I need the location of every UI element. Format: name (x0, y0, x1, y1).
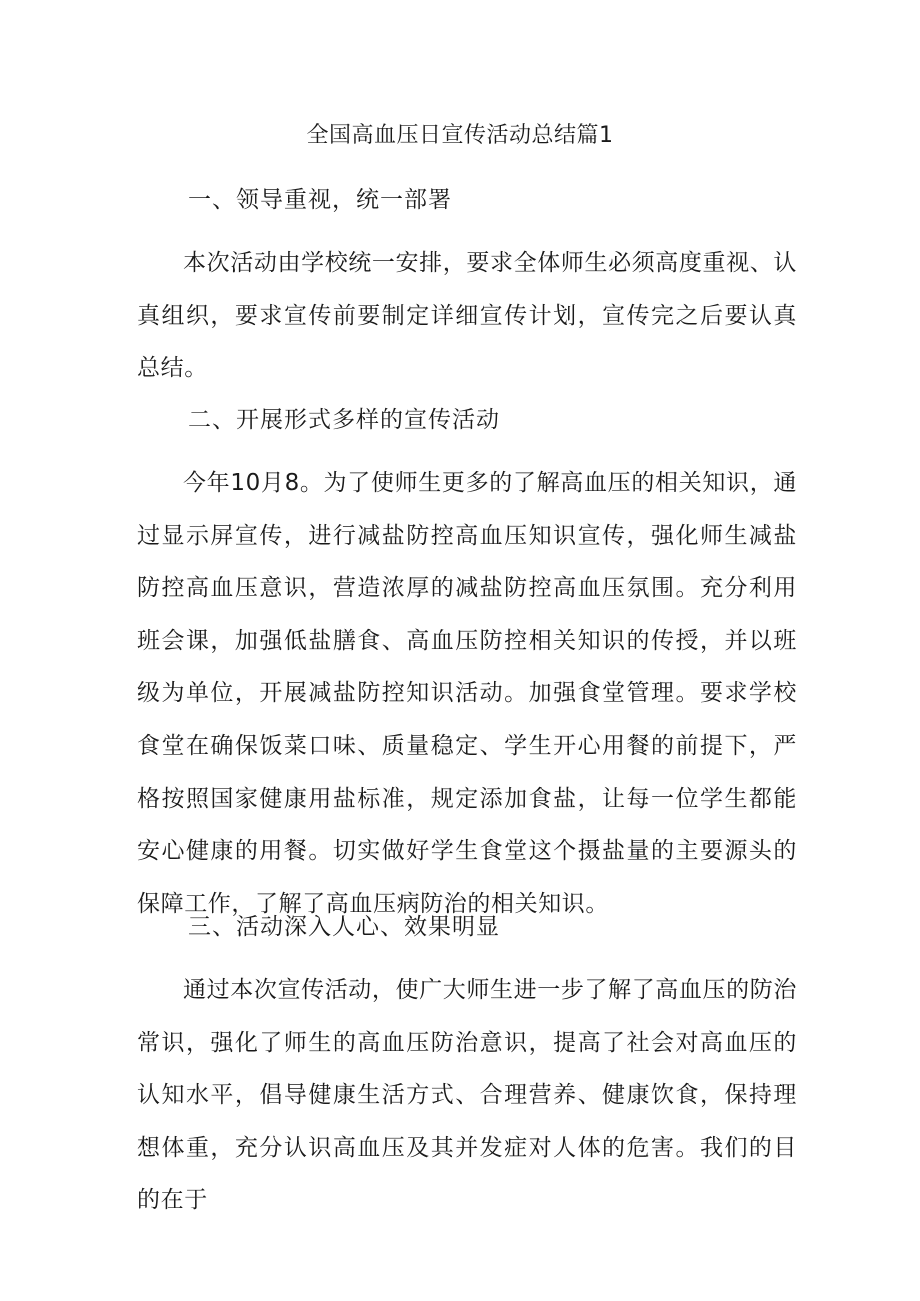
section-heading-3: 三、活动深入人心、效果明显 (188, 914, 500, 940)
section-paragraph-1: 本次活动由学校统一安排，要求全体师生必须高度重视、认真组织，要求宣传前要制定详细宣传计划，宣传完之后要认真总结。 (137, 250, 797, 382)
section-heading-2: 二、开展形式多样的宣传活动 (188, 407, 500, 433)
section-paragraph-2: 今年10月8。为了使师生更多的了解高血压的相关知识，通过显示屏宣传，进行减盐防控高血压知识宣传，强化师生减盐防控高血压意识，营造浓厚的减盐防控高血压氛围。充分利用班会课，加强低盐膳食、高血压防控相关知识的传授，并以班级为单位，开展减盐防控知识活动。加强食堂管理。要求学校食堂在确保饭菜口味、质量稳定、学生开心用餐的前提下，严格按照国家健康用盐标准，规定添加食盐，让每一位学生都能安心健康的用餐。切实做好学生食堂这个摄盐量的主要源头的保障工作，了解了高血压病防治的相关知识。 (137, 470, 797, 917)
section-heading-1: 一、领导重视，统一部署 (188, 187, 452, 213)
section-paragraph-3: 通过本次宣传活动，使广大师生进一步了解了高血压的防治常识，强化了师生的高血压防治意识，提高了社会对高血压的认知水平，倡导健康生活方式、合理营养、健康饮食，保持理想体重，充分认识高血压及其并发症对人体的危害。我们的目的在于 (137, 977, 797, 1214)
document-title: 全国高血压日宣传活动总结篇1 (306, 123, 614, 148)
